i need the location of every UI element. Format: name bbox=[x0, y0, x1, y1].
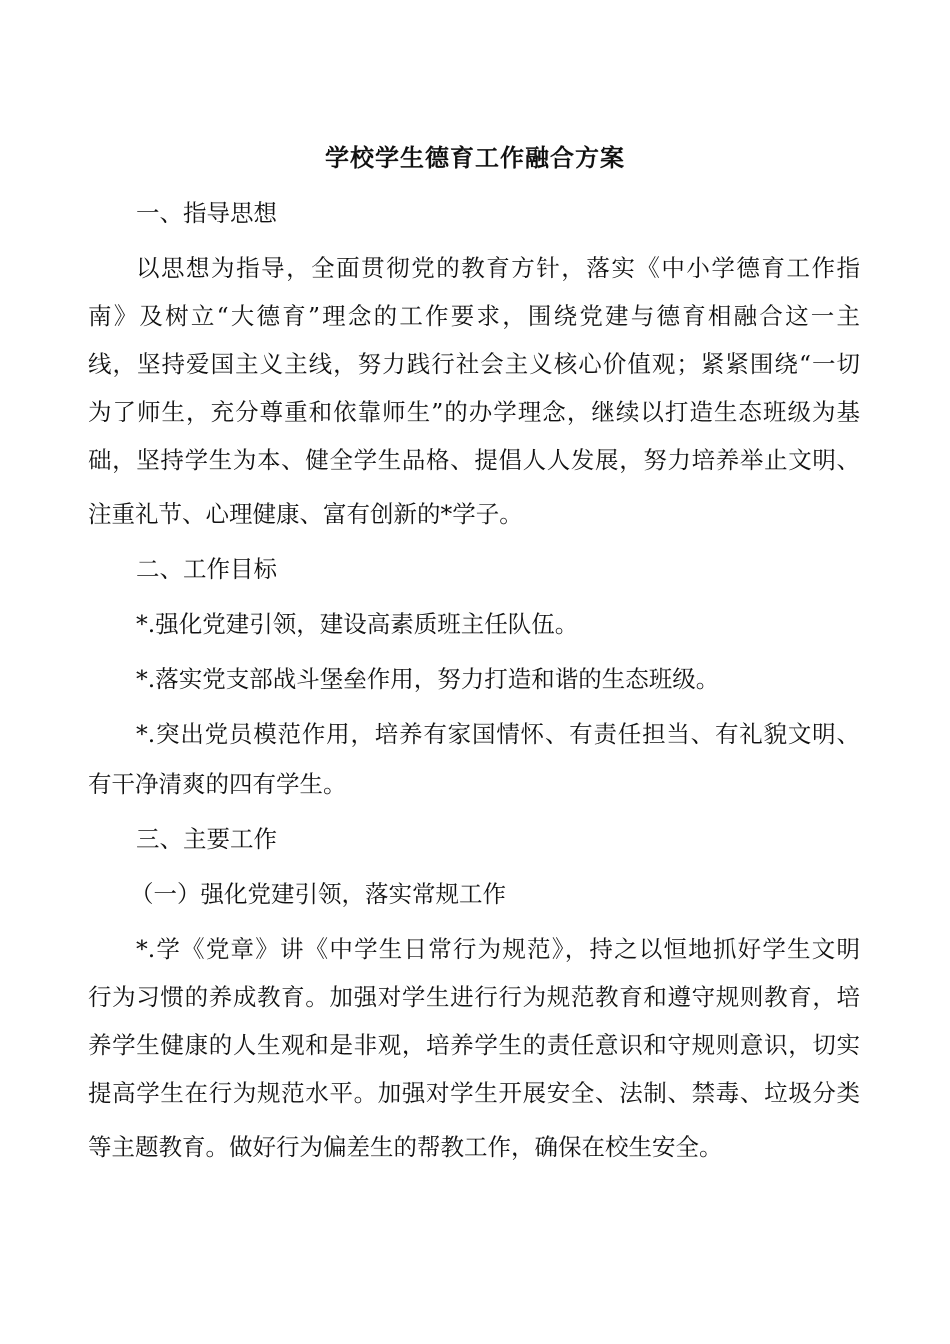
paragraph-line: 等主题教育。做好行为偏差生的帮教工作，确保在校生安全。 bbox=[88, 1133, 723, 1161]
section-heading-work-goals: 二、工作目标 bbox=[136, 555, 277, 583]
paragraph-line: 行为习惯的养成教育。加强对学生进行行为规范教育和遵守规则教育，培 bbox=[88, 983, 860, 1011]
paragraph-line: 注重礼节、心理健康、富有创新的*学子。 bbox=[88, 500, 523, 528]
section-heading-guiding-thought: 一、指导思想 bbox=[136, 199, 277, 227]
goal-item: *.突出党员模范作用，培养有家国情怀、有责任担当、有礼貌文明、 bbox=[136, 720, 860, 748]
paragraph-line: 础，坚持学生为本、健全学生品格、提倡人人发展，努力培养举止文明、 bbox=[88, 446, 860, 474]
goal-item-continuation: 有干净清爽的四有学生。 bbox=[88, 770, 347, 798]
paragraph-line: 养学生健康的人生观和是非观，培养学生的责任意识和守规则意识，切实 bbox=[88, 1031, 860, 1059]
goal-item: *.落实党支部战斗堡垒作用，努力打造和谐的生态班级。 bbox=[136, 665, 720, 693]
paragraph-line: 为了师生，充分尊重和依靠师生”的办学理念，继续以打造生态班级为基 bbox=[88, 398, 860, 426]
goal-item: *.强化党建引领，建设高素质班主任队伍。 bbox=[136, 610, 579, 638]
paragraph-line: 提高学生在行为规范水平。加强对学生开展安全、法制、禁毒、垃圾分类 bbox=[88, 1079, 860, 1107]
document-title: 学校学生德育工作融合方案 bbox=[325, 143, 625, 172]
paragraph-line: 线，坚持爱国主义主线，努力践行社会主义核心价值观；紧紧围绕“一切 bbox=[88, 350, 860, 378]
paragraph-line: 南》及树立“大德育”理念的工作要求，围绕党建与德育相融合这一主 bbox=[88, 302, 860, 330]
paragraph-line: 以思想为指导，全面贯彻党的教育方针，落实《中小学德育工作指 bbox=[136, 254, 860, 282]
subsection-heading: （一）强化党建引领，落实常规工作 bbox=[130, 880, 506, 908]
section-heading-main-work: 三、主要工作 bbox=[136, 825, 277, 853]
paragraph-line: *.学《党章》讲《中学生日常行为规范》，持之以恒地抓好学生文明 bbox=[136, 935, 860, 963]
